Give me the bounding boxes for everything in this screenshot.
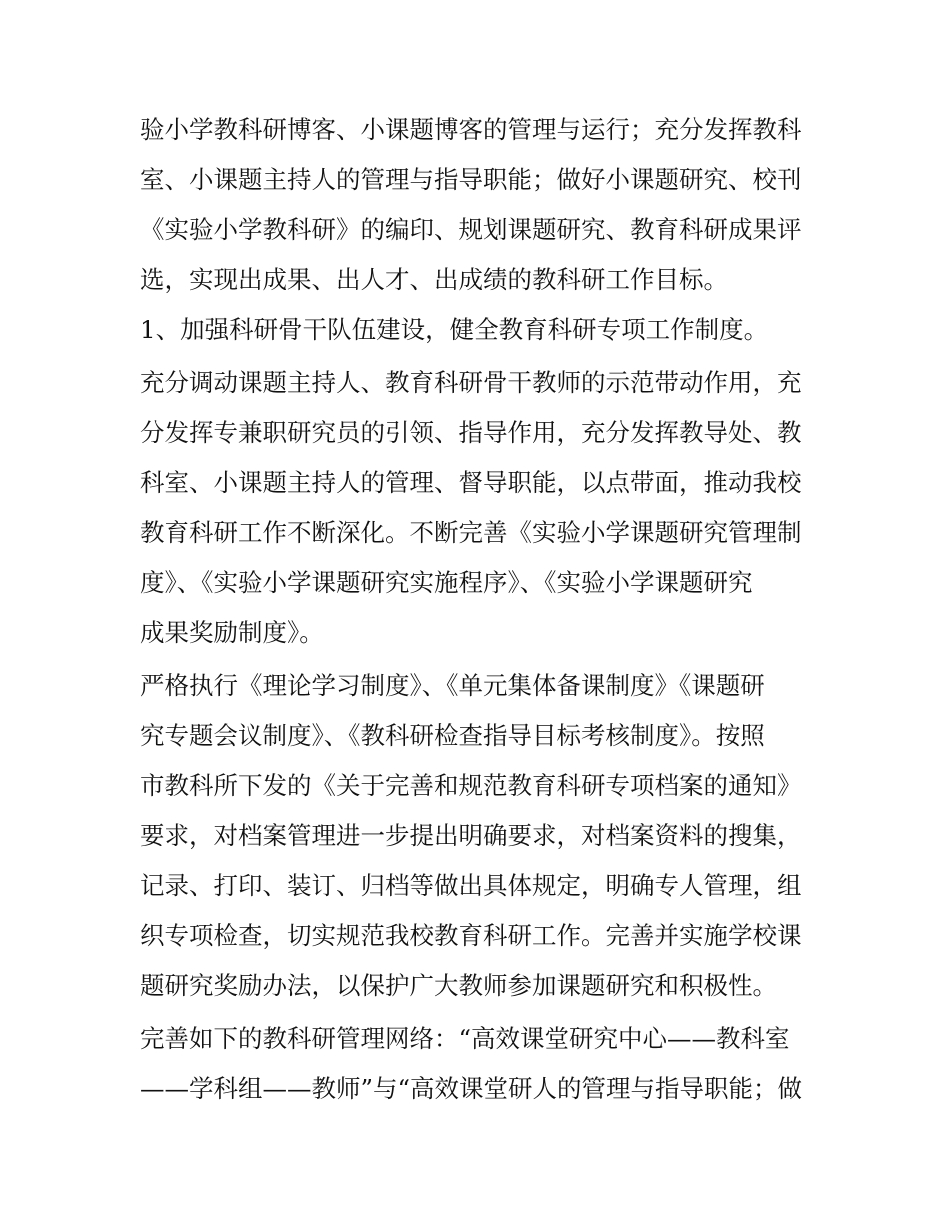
text-line: 验小学教科研博客、小课题博客的管理与运行；充分发挥教科 [140, 115, 802, 144]
text-line: 成果奖励制度》。 [140, 618, 324, 647]
text-line: 究专题会议制度》、《教科研检查指导目标考核制度》。按照 [140, 721, 765, 750]
text-line: 分发挥专兼职研究员的引领、指导作用，充分发挥教导处、教 [140, 418, 802, 447]
text-line: 充分调动课题主持人、教育科研骨干教师的示范带动作用，充 [140, 368, 802, 397]
text-line: 织专项检查，切实规范我校教育科研工作。完善并实施学校课 [140, 921, 802, 950]
section-heading: 1、加强科研骨干队伍建设，健全教育科研专项工作制度。 [140, 315, 769, 344]
text-line: ——学科组——教师”与“高效课堂研人的管理与指导职能；做 [140, 1074, 803, 1103]
text-line: 科室、小课题主持人的管理、督导职能，以点带面，推动我校 [140, 468, 802, 497]
text-line: 记录、打印、装订、归档等做出具体规定，明确专人管理，组 [140, 871, 802, 900]
text-line: 严格执行《理论学习制度》、《单元集体备课制度》《课题研 [140, 671, 765, 700]
text-line: 市教科所下发的《关于完善和规范教育科研专项档案的通知》 [140, 771, 802, 800]
text-line: 《实验小学教科研》的编印、规划课题研究、教育科研成果评 [140, 215, 802, 244]
text-line: 度》、《实验小学课题研究实施程序》、《实验小学课题研究 [140, 568, 753, 597]
text-line: 题研究奖励办法，以保护广大教师参加课题研究和积极性。 [140, 971, 777, 1000]
text-line: 教育科研工作不断深化。不断完善《实验小学课题研究管理制 [140, 518, 802, 547]
text-line: 要求，对档案管理进一步提出明确要求，对档案资料的搜集， [140, 821, 802, 850]
text-line: 室、小课题主持人的管理与指导职能；做好小课题研究、校刊 [140, 165, 802, 194]
text-line: 选，实现出成果、出人才、出成绩的教科研工作目标。 [140, 265, 728, 294]
text-line: 完善如下的教科研管理网络：“高效课堂研究中心——教科室 [140, 1024, 790, 1053]
